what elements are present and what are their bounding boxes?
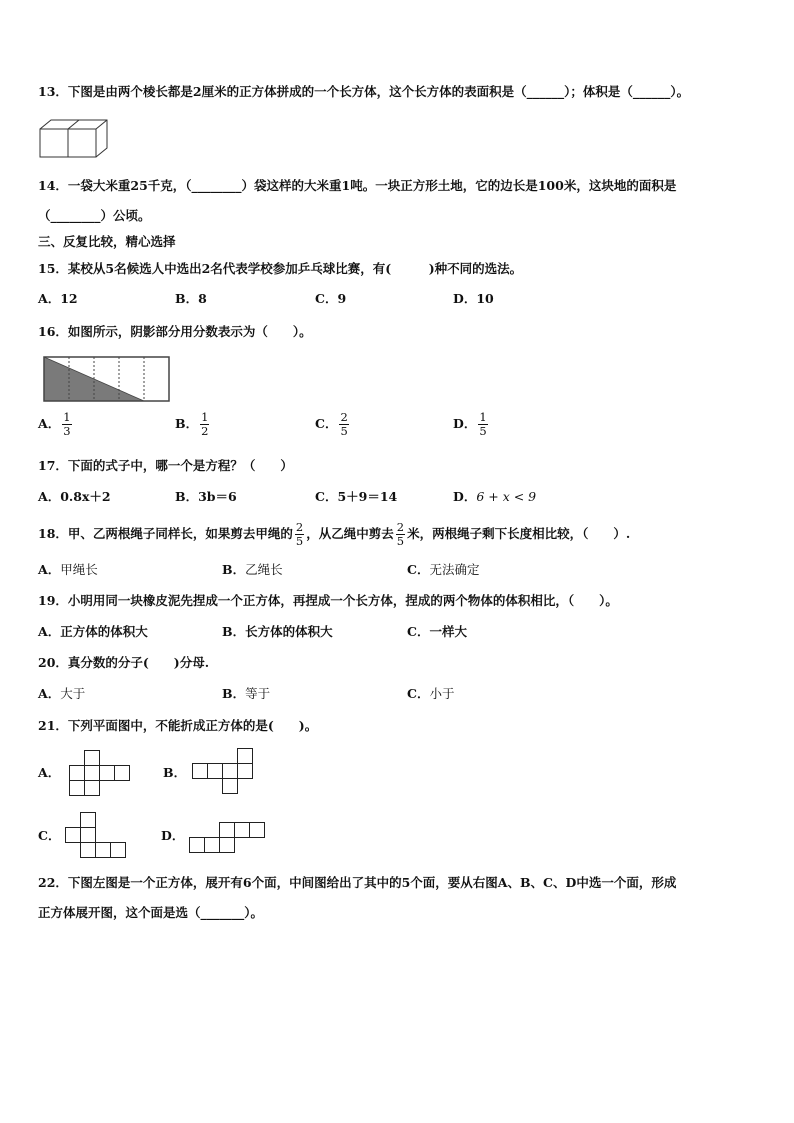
question-20: 20．真分数的分子( )分母. <box>38 655 210 670</box>
q15-option-c: C．9 <box>315 291 347 306</box>
q21-option-a: A． <box>38 765 61 780</box>
q16-option-d: D． $\frac{1}{5}$ <box>453 410 487 438</box>
question-19: 19．小明用同一块橡皮泥先捏成一个正方体，再捏成一个长方体，捏成的两个物体的体积相比，（ ）。 <box>38 593 618 608</box>
question-18: 18．甲、乙两根绳子同样长，如果剪去甲绳的 $\frac{2}{5}$ ，从乙绳中剪去 $\frac{2}{5}$ 米，两根绳子剩下长度相比较，（ ）. <box>38 520 631 548</box>
q15-option-a: A．12 <box>38 291 78 306</box>
q21-option-d: D． <box>161 828 185 843</box>
q15-option-b: B．8 <box>175 291 207 306</box>
q17-option-c: C．5＋9＝14 <box>315 489 398 504</box>
cube-net-b <box>191 748 255 796</box>
q17-option-d: D．6 + x < 9 <box>453 489 537 504</box>
question-21: 21．下列平面图中，不能折成正方体的是( )。 <box>38 718 318 733</box>
q19-option-c: C．一样大 <box>407 624 467 639</box>
shaded-rectangle-figure <box>43 356 171 402</box>
q20-option-a: A．大于 <box>38 686 86 701</box>
q18-option-b: B．乙绳长 <box>222 562 283 577</box>
q16-option-a: A． $\frac{1}{3}$ <box>38 410 71 438</box>
question-22-line1: 22．下图左图是一个正方体，展开有6个面，中间图给出了其中的5个面，要从右图A、B、C、D中选一个面，形成 <box>38 875 677 890</box>
cube-net-a <box>68 750 132 798</box>
question-22-line2: 正方体展开图，这个面是选（_______）。 <box>38 905 264 920</box>
q17-option-b: B．3b＝6 <box>175 489 237 504</box>
q20-option-c: C．小于 <box>407 686 455 701</box>
q18-option-a: A．甲绳长 <box>38 562 98 577</box>
question-15: 15．某校从5名候选人中选出2名代表学校参加乒乓球比赛，有( )种不同的选法。 <box>38 261 523 276</box>
q17-option-a: A．0.8x＋2 <box>38 489 111 504</box>
q19-option-b: B．长方体的体积大 <box>222 624 333 639</box>
q19-option-a: A．正方体的体积大 <box>38 624 148 639</box>
question-14-line1: 14．一袋大米重25千克，（________）袋这样的大米重1吨。一块正方形土地，它的边长是100米，这块地的面积是 <box>38 178 677 193</box>
cube-net-d <box>188 821 266 855</box>
question-17: 17．下面的式子中，哪一个是方程？（ ） <box>38 458 293 473</box>
q20-option-b: B．等于 <box>222 686 271 701</box>
question-14-line2: （________）公顷。 <box>38 208 151 223</box>
q18-option-c: C．无法确定 <box>407 562 480 577</box>
section-title: 三、反复比较，精心选择 <box>38 234 176 249</box>
cuboid-figure <box>38 118 108 160</box>
q21-option-c: C． <box>38 828 61 843</box>
q16-option-c: C． $\frac{2}{5}$ <box>315 410 348 438</box>
q16-option-b: B． $\frac{1}{2}$ <box>175 410 209 438</box>
cube-net-c <box>64 812 128 860</box>
question-13: 13．下图是由两个棱长都是2厘米的正方体拼成的一个长方体，这个长方体的表面积是（______）；体积是（______）。 <box>38 84 690 99</box>
question-16: 16．如图所示，阴影部分用分数表示为（ ）。 <box>38 324 312 339</box>
q21-option-b: B． <box>163 765 187 780</box>
q15-option-d: D．10 <box>453 291 494 306</box>
